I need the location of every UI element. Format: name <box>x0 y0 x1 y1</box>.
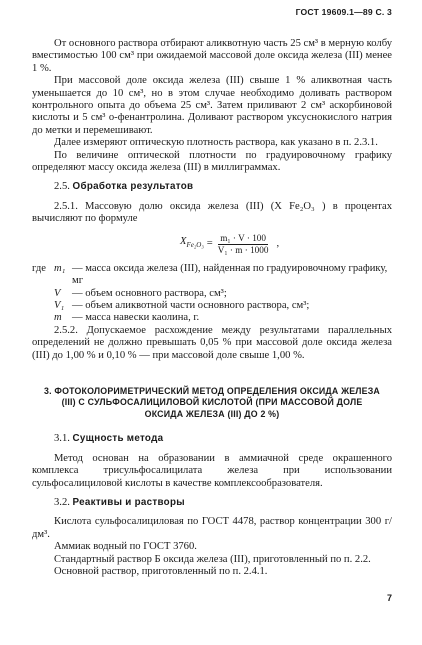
formula-equals: = <box>206 237 213 249</box>
formula-lhs-symbol: X <box>180 236 187 248</box>
definition-symbol: V₁ <box>54 299 65 311</box>
definition-item <box>32 263 392 288</box>
definition-item <box>32 288 392 300</box>
definition-text: — объем основного раствора, см³; <box>72 287 227 299</box>
section-3-1-number: 3.1. <box>54 433 70 445</box>
formula-lhs-subscript: Fe₂O₃ <box>186 241 204 250</box>
paragraph-3-1: Метод основан на образовании в аммиачной среде окрашенного комплекса трисульфосалицилата железа при использовании сульфосалициловой кислоты в качестве комплексообразователя. <box>32 452 392 489</box>
paragraph-2-5-1: 2.5.1. Массовую долю оксида железа (III) (X Fe₂O₃ ) в процентах вычисляют по формуле <box>32 200 392 225</box>
section-3-heading: 3. ФОТОКОЛОРИМЕТРИЧЕСКИЙ МЕТОД ОПРЕДЕЛЕНИЯ ОКСИДА ЖЕЛЕЗА (III) С СУЛЬФОСАЛИЦИЛОВОЙ КИСЛОТОЙ (ПРИ МАССОВОЙ ДОЛЕ ОКСИДА ЖЕЛЕЗА (III) ДО 2 %) <box>43 385 380 419</box>
paragraph-graph: По величине оптической плотности по градуировочному графику определяют массу оксида железа (III) в миллиграммах. <box>32 149 392 174</box>
paragraph-over-one-percent: При массовой доле оксида железа (III) свыше 1 % аликвотная часть уменьшается до 10 см³, но в этом случае необходимо доливать раствором контрольного опыта до объема 25 см³. Затем приливают 2 см³ аскорбиновой кислоты и 5 см³ о-фенантролина. Доливают раствором уксуснокислого натрия до метки и перемешивают. <box>32 75 392 136</box>
definition-text: — масса оксида железа (III), найденная по градуировочному графику, мг <box>72 262 388 287</box>
page-header: ГОСТ 19609.1—89 С. 3 <box>295 7 392 17</box>
section-2-5-heading <box>54 181 392 193</box>
definition-symbol: m <box>54 312 62 324</box>
definition-prefix: где <box>32 262 46 274</box>
section-2-5-title: Обработка результатов <box>72 181 194 193</box>
reagent-item: Кислота сульфосалициловая по ГОСТ 4478, раствор концентрации 300 г/дм³. <box>32 516 392 540</box>
definition-text: — масса навески каолина, г. <box>72 312 200 324</box>
formula <box>32 233 392 256</box>
definition-item <box>32 300 392 312</box>
formula-lhs <box>180 236 204 252</box>
section-3-1-heading <box>54 433 392 445</box>
page-number: 7 <box>386 593 392 603</box>
definition-symbol: m₁ <box>54 262 66 274</box>
definition-symbol: V <box>54 287 61 299</box>
paragraph-measure: Далее измеряют оптическую плотность раствора, как указано в п. 2.3.1. <box>54 137 378 149</box>
definition-item <box>32 312 392 324</box>
page-body <box>32 38 392 579</box>
section-3-2-number: 3.2. <box>54 497 70 509</box>
formula-numerator: m₁ · V · 100 <box>220 232 266 243</box>
paragraph-aliquot: От основного раствора отбирают аликвотную часть 25 см³ в мерную колбу вместимостью 100 см³ при ожидаемой массовой доле оксида железа (III) менее 1 %. <box>32 38 392 74</box>
reagent-item: Стандартный раствор Б оксида железа (III), приготовленный по п. 2.2. <box>54 553 371 565</box>
formula-comma: , <box>276 237 280 249</box>
section-2-5-number: 2.5. <box>54 181 70 193</box>
reagent-item: Аммиак водный по ГОСТ 3760. <box>54 541 197 553</box>
section-3-1-title: Сущность метода <box>72 433 164 445</box>
paragraph-2-5-2: 2.5.2. Допускаемое расхождение между результатами параллельных определений не должно превышать 0,05 % при массовой доле оксида железа (III) до 1,00 % и 0,10 % — при массовой доле свыше 1,00 %. <box>32 324 392 361</box>
section-3-2-title: Реактивы и растворы <box>72 497 185 509</box>
section-3-2-heading <box>54 497 392 509</box>
formula-fraction <box>216 233 271 256</box>
definition-text: — объем аликвотной части основного раствора, см³; <box>72 299 310 311</box>
reagent-item: Основной раствор, приготовленный по п. 2.4.1. <box>54 566 268 578</box>
definitions-list <box>32 263 392 325</box>
formula-denominator: V₁ · m · 1000 <box>217 244 269 255</box>
